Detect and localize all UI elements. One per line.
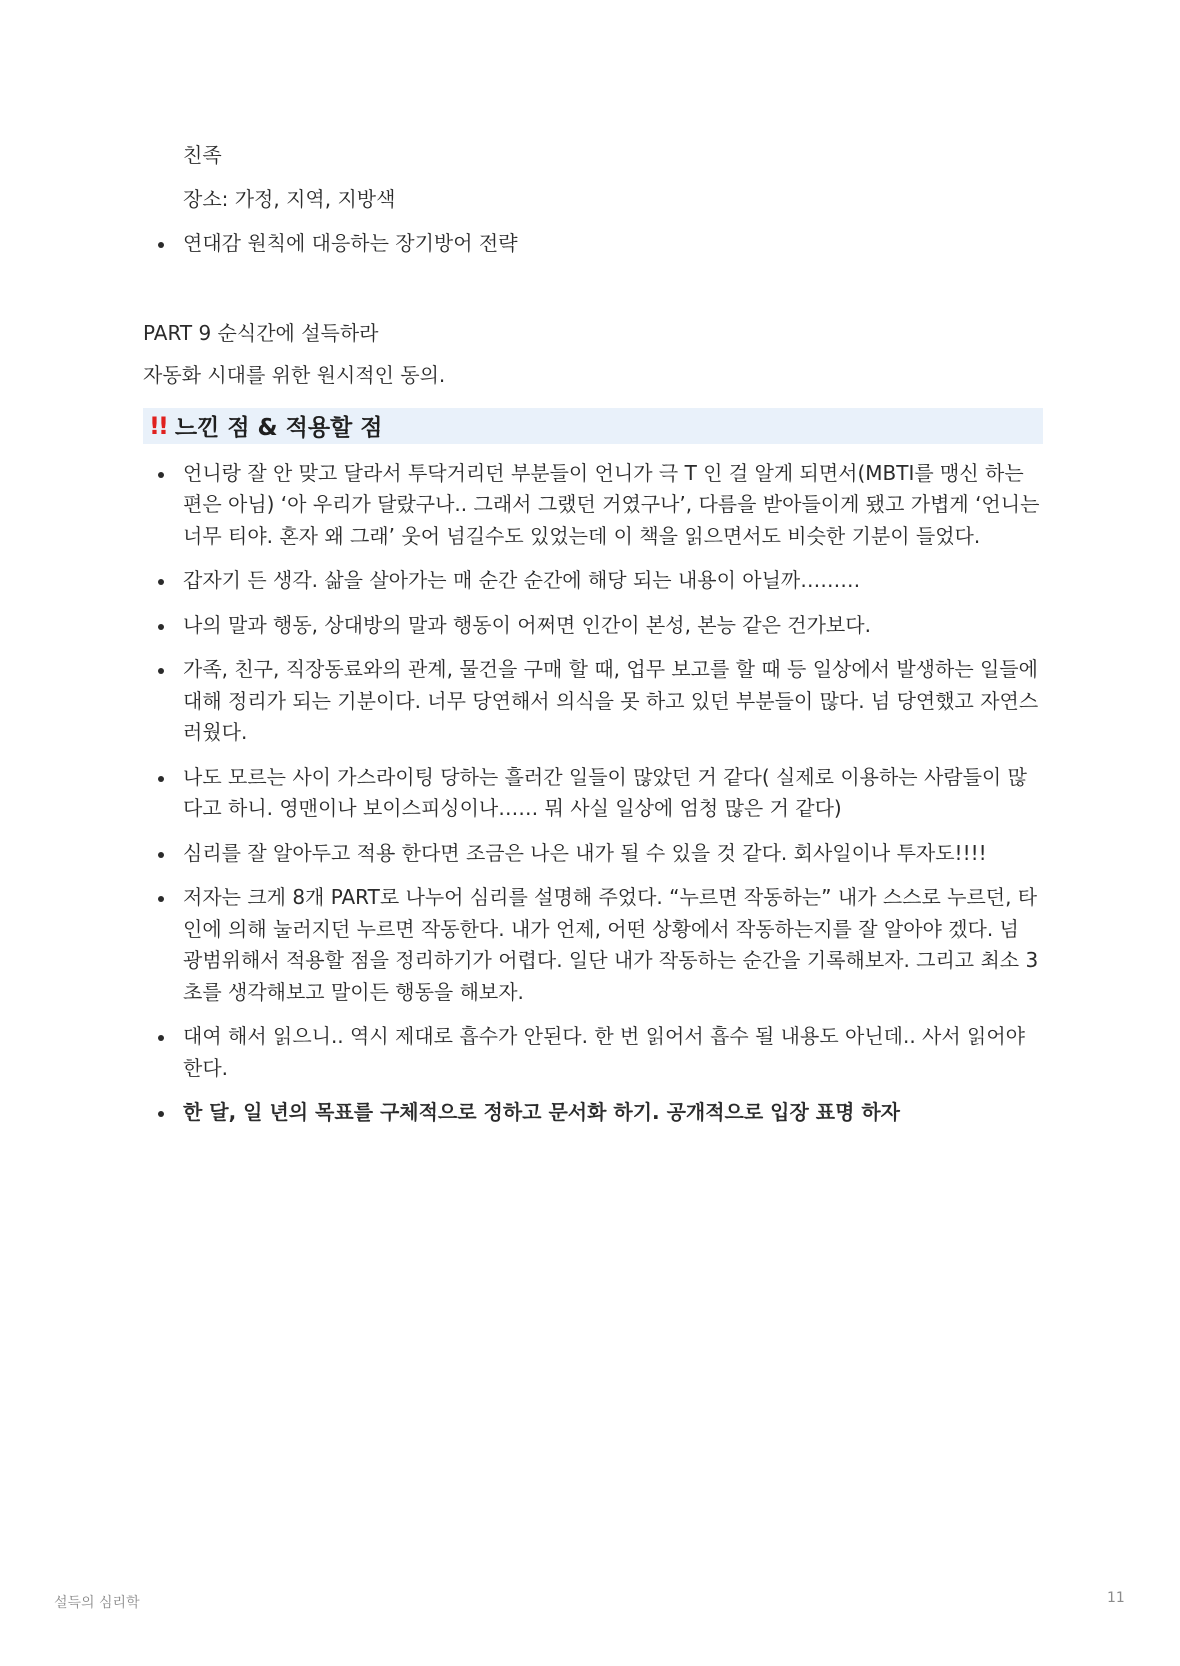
list-item: 언니랑 잘 안 맞고 달라서 투닥거리던 부분들이 언니가 극 T 인 걸 알게 되면서(MBTI를 맹신 하는 편은 아님) ‘아 우리가 달랐구나.. 그래서 그랬던 거였구나’, 다름을 받아들이게 됐고 가볍게 ‘언니는 너무 티야. 혼자 왜 그래’ 웃어 넘길수도 있었는데 이 책을 읽으면서도 비슷한 기분이 들었다. — [143, 458, 1043, 553]
page-content — [143, 140, 1043, 1142]
list-item: 갑자기 든 생각. 삶을 살아가는 매 순간 순간에 해당 되는 내용이 아닐까……… — [143, 565, 1043, 597]
list-item-bold-goal: 한 달, 일 년의 목표를 구체적으로 정하고 문서화 하기. 공개적으로 입장 표명 하자 — [143, 1097, 1043, 1129]
footer-page-number: 11 — [1107, 1590, 1125, 1606]
list-item: 나의 말과 행동, 상대방의 말과 행동이 어쩌면 인간이 본성, 본능 같은 건가보다. — [143, 610, 1043, 642]
list-item: 나도 모르는 사이 가스라이팅 당하는 흘러간 일들이 많았던 거 같다( 실제로 이용하는 사람들이 많다고 하니. 영맨이나 보이스피싱이나…… 뭐 사실 일상에 엄청 많은 거 같다) — [143, 762, 1043, 825]
callout-heading — [143, 408, 1043, 444]
reflection-list — [143, 458, 1043, 1129]
list-item: 연대감 원칙에 대응하는 장기방어 전략 — [143, 228, 1043, 260]
list-item: 가족, 친구, 직장동료와의 관계, 물건을 구매 할 때, 업무 보고를 할 때 등 일상에서 발생하는 일들에 대해 정리가 되는 기분이다. 너무 당연해서 의식을 못 하고 있던 부분들이 많다. 넘 당연했고 자연스러웠다. — [143, 654, 1043, 749]
text-line-places: 장소: 가정, 지역, 지방색 — [183, 187, 396, 211]
text-line-relatives: 친족 — [183, 143, 222, 167]
list-item: 대여 해서 읽으니.. 역시 제대로 흡수가 안된다. 한 번 읽어서 흡수 될 내용도 아닌데.. 사서 읽어야 한다. — [143, 1021, 1043, 1084]
list-item: 심리를 잘 알아두고 적용 한다면 조금은 나은 내가 될 수 있을 것 같다. 회사일이나 투자도!!!! — [143, 838, 1043, 870]
footer-book-title: 설득의 심리학 — [54, 1595, 140, 1611]
part-heading: PART 9 순식간에 설득하라 — [143, 320, 379, 345]
defense-strategy-list — [143, 228, 1043, 260]
callout-title: 느낀 점 & 적용할 점 — [174, 415, 383, 441]
part-subtitle: 자동화 시대를 위한 원시적인 동의. — [143, 362, 446, 387]
list-item: 저자는 크게 8개 PART로 나누어 심리를 설명해 주었다. “누르면 작동하는” 내가 스스로 누르던, 타인에 의해 눌러지던 누르면 작동한다. 내가 언제, 어떤 상황에서 작동하는지를 잘 알아야 겠다. 넘 광범위해서 적용할 점을 정리하기가 어렵다. 일단 내가 작동하는 순간을 기록해보자. 그리고 최소 3초를 생각해보고 말이든 행동을 해보자. — [143, 882, 1043, 1008]
double-exclamation-icon: !! — [149, 411, 167, 440]
